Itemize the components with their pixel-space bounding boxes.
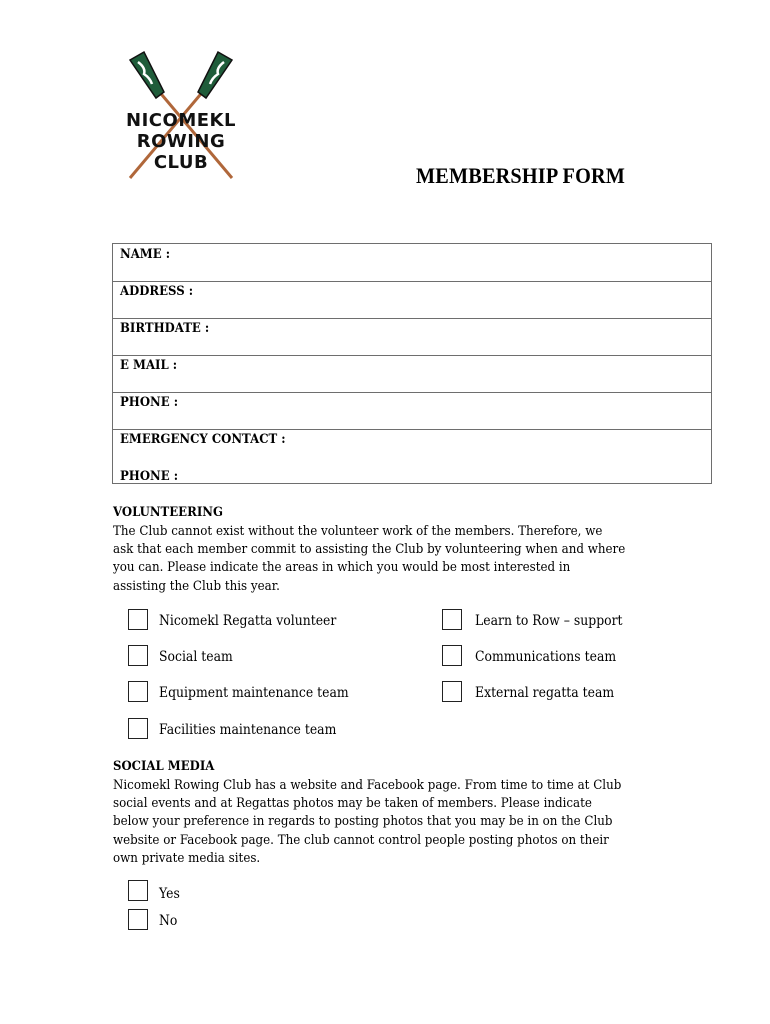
emergency-contact-row[interactable]	[113, 429, 711, 483]
club-logo	[118, 48, 244, 182]
social-media-line: website or Facebook page. The club cannot control people posting photos on their	[113, 832, 609, 848]
social-media-heading: SOCIAL MEDIA	[113, 759, 215, 774]
logo-line-1: NICOMEKL	[126, 110, 236, 131]
checkbox-equipment-maintenance-team[interactable]	[128, 681, 148, 702]
option-label: Social team	[159, 649, 233, 665]
volunteering-line: you can. Please indicate the areas in which you would be most interested in	[113, 560, 571, 576]
option-label: Nicomekl Regatta volunteer	[159, 613, 337, 629]
checkbox-photos-no[interactable]	[128, 909, 148, 930]
birthdate-row[interactable]	[113, 318, 711, 356]
option-label: No	[159, 913, 178, 929]
checkbox-learn-to-row-support[interactable]	[442, 609, 462, 630]
volunteering-paragraph	[113, 523, 662, 596]
social-media-paragraph	[113, 777, 662, 868]
name-label: NAME :	[120, 247, 171, 262]
checkbox-social-team[interactable]	[128, 645, 148, 666]
email-label: E MAIL :	[120, 358, 178, 373]
emergency-contact-label: EMERGENCY CONTACT :	[120, 432, 286, 447]
social-media-line: below your preference in regards to posting photos that you may be in on the Club	[113, 814, 613, 830]
social-media-line: Nicomekl Rowing Club has a website and Facebook page. From time to time at Club	[113, 778, 622, 793]
option-label: Facilities maintenance team	[159, 722, 337, 738]
oar-blade-right	[198, 52, 232, 98]
logo-line-2: ROWING	[136, 131, 226, 152]
page-title: MEMBERSHIP FORM	[416, 163, 626, 188]
birthdate-label: BIRTHDATE :	[120, 321, 210, 336]
phone-label: PHONE :	[120, 395, 179, 410]
option-label: Yes	[159, 886, 180, 902]
option-label: External regatta team	[475, 685, 615, 701]
volunteering-line: The Club cannot exist without the volunteer work of the members. Therefore, we	[113, 524, 603, 539]
phone-row[interactable]	[113, 392, 711, 430]
address-row[interactable]	[113, 281, 711, 319]
name-row[interactable]	[113, 244, 711, 282]
member-info-table	[112, 243, 712, 484]
logo-line-3: CLUB	[153, 152, 209, 173]
checkbox-external-regatta-team[interactable]	[442, 681, 462, 702]
checkbox-photos-yes[interactable]	[128, 880, 148, 901]
checkbox-nicomekl-regatta-volunteer[interactable]	[128, 609, 148, 630]
social-media-line: own private media sites.	[113, 850, 261, 866]
emergency-phone-label: PHONE :	[120, 469, 179, 484]
social-media-line: social events and at Regattas photos may be taken of members. Please indicate	[113, 796, 592, 812]
email-row[interactable]	[113, 355, 711, 393]
oar-blade-left	[130, 52, 164, 98]
volunteering-line: assisting the Club this year.	[113, 578, 280, 594]
option-label: Learn to Row – support	[475, 613, 623, 629]
checkbox-communications-team[interactable]	[442, 645, 462, 666]
address-label: ADDRESS :	[120, 284, 194, 299]
option-label: Equipment maintenance team	[159, 685, 349, 701]
volunteering-heading: VOLUNTEERING	[113, 505, 223, 520]
checkbox-facilities-maintenance-team[interactable]	[128, 718, 148, 739]
volunteering-line: ask that each member commit to assisting the Club by volunteering when and where	[113, 542, 626, 558]
option-label: Communications team	[475, 649, 617, 665]
